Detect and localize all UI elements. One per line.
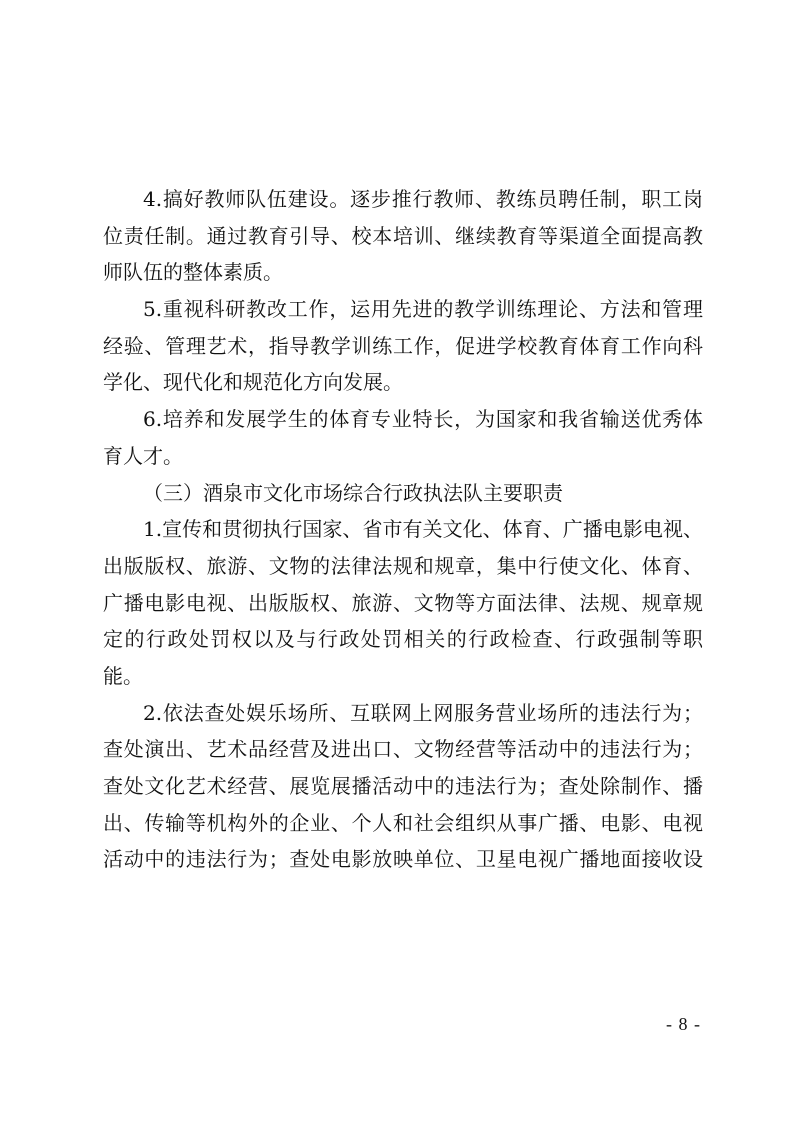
text-line: 4.搞好教师队伍建设。逐步推行教师、教练员聘任制，职工岗	[143, 187, 703, 211]
text-line: 师队伍的整体素质。	[103, 260, 283, 285]
text-line: 出、传输等机构外的企业、个人和社会组织从事广播、电影、电视	[103, 810, 703, 835]
paragraph-duty-1	[103, 511, 703, 694]
paragraph-item-4	[103, 181, 703, 291]
text-line: （三）酒泉市文化市场综合行政执法队主要职责	[143, 480, 563, 505]
section-heading	[103, 475, 703, 512]
text-line: 定的行政处罚权以及与行政处罚相关的行政检查、行政强制等职	[103, 627, 703, 652]
text-line: 查处文化艺术经营、展览展播活动中的违法行为；查处除制作、播	[103, 774, 703, 798]
text-line: 学化、现代化和规范化方向发展。	[103, 370, 403, 395]
text-line: 1.宣传和贯彻执行国家、省市有关文化、体育、广播电影电视、	[143, 517, 703, 542]
text-line: 6.培养和发展学生的体育专业特长，为国家和我省输送优秀体	[143, 407, 703, 432]
paragraph-duty-2	[103, 695, 703, 878]
text-line: 经验、管理艺术，指导教学训练工作，促进学校教育体育工作向科	[103, 333, 703, 358]
text-line: 广播电影电视、出版版权、旅游、文物等方面法律、法规、规章规	[103, 590, 703, 615]
paragraph-item-5	[103, 291, 703, 401]
text-line: 育人才。	[103, 443, 183, 468]
document-body	[103, 181, 703, 878]
text-line: 出版版权、旅游、文物的法律法规和规章，集中行使文化、体育、	[103, 553, 703, 578]
text-line: 能。	[103, 663, 143, 688]
text-line: 5.重视科研教改工作，运用先进的教学训练理论、方法和管理	[143, 297, 703, 322]
text-line: 2.依法查处娱乐场所、互联网上网服务营业场所的违法行为；	[143, 700, 703, 725]
text-line: 位责任制。通过教育引导、校本培训、继续教育等渠道全面提高教	[103, 223, 703, 248]
paragraph-item-6	[103, 401, 703, 474]
page-number: - 8 -	[666, 1014, 701, 1034]
text-line: 查处演出、艺术品经营及进出口、文物经营等活动中的违法行为；	[103, 737, 703, 762]
text-line: 活动中的违法行为；查处电影放映单位、卫星电视广播地面接收设	[103, 847, 703, 872]
